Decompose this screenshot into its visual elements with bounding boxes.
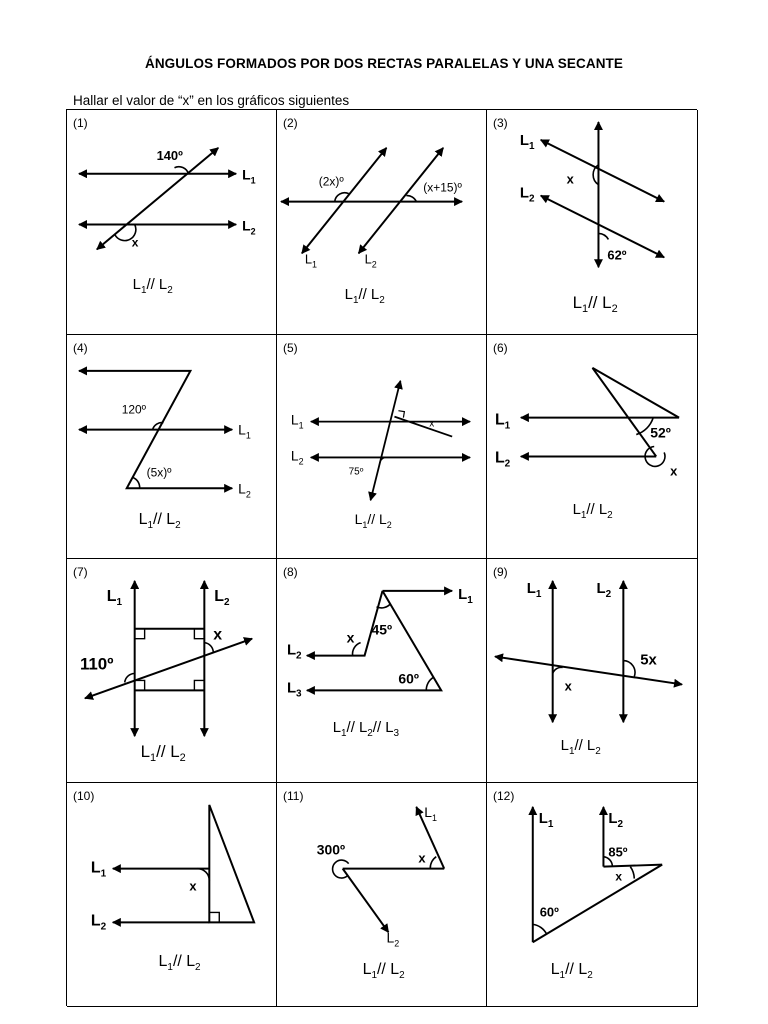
figure-3 — [487, 110, 697, 334]
angle-label: x — [418, 850, 426, 866]
problem-2 — [277, 110, 487, 335]
figure-8 — [277, 559, 486, 782]
parallel-condition: $L_1//$ $L_2$ — [362, 961, 405, 982]
problem-number: (2) — [283, 116, 298, 130]
line-label-l1: $L_1$ — [242, 166, 256, 186]
parallel-condition: $L_1//$ $L_2$ — [140, 742, 186, 765]
line-label-l1: $L_1$ — [458, 585, 473, 606]
problem-number: (1) — [73, 116, 88, 130]
line-label-l1: $L_1$ — [304, 251, 318, 270]
parallel-condition: $L_1//$ $L_2$ — [550, 961, 593, 982]
line-label-l1: $L_1$ — [106, 587, 123, 608]
parallel-condition: $L_1//$ $L_2$ — [560, 737, 601, 758]
problem-6 — [487, 335, 698, 559]
angle-label: 60º — [539, 904, 559, 920]
problem-1 — [67, 110, 277, 335]
line-label-l2: $L_2$ — [596, 579, 612, 600]
parallel-condition: $L_1//$ $L_2$ — [132, 276, 173, 297]
parallel-condition: $L_1//$ $L_2$ — [354, 511, 392, 531]
problem-number: (6) — [493, 341, 508, 355]
angle-label: 52º — [650, 424, 671, 441]
figure-5 — [277, 335, 486, 558]
line-label-l2: $L_2$ — [242, 217, 256, 237]
figure-10 — [67, 783, 276, 1006]
angle-label: 5x — [640, 651, 657, 669]
page-title: ÁNGULOS FORMADOS POR DOS RECTAS PARALELAS Y UNA SECANTE — [144, 56, 624, 71]
problem-number: (5) — [283, 341, 298, 355]
problem-12 — [487, 783, 698, 1007]
figure-7 — [67, 559, 276, 782]
parallel-condition: $L_1//$ $L_2$ — [572, 293, 618, 316]
line-label-l1: $L_1$ — [238, 421, 251, 441]
line-label-l2: $L_2$ — [90, 912, 107, 933]
figure-4 — [67, 335, 276, 558]
figure-1 — [67, 110, 276, 334]
parallel-condition: $L_1//$ $L_2$ — [344, 286, 385, 307]
angle-label: x — [346, 629, 355, 646]
problem-number: (11) — [283, 789, 304, 803]
line-label-l1: $L_1$ — [519, 131, 535, 152]
angle-label: 85º — [608, 844, 628, 860]
parallel-condition: $L_1//$ $L_2$ — [572, 501, 613, 522]
line-label-l2: $L_2$ — [608, 809, 624, 830]
angle-label: x — [429, 418, 435, 430]
angle-label: (2x)º — [318, 174, 344, 189]
parallel-condition: $L_1//$ $L_2//$ $L_3$ — [332, 719, 400, 740]
problem-number: (7) — [73, 565, 88, 579]
line-label-l2: $L_2$ — [364, 251, 377, 270]
angle-label: 120º — [121, 402, 147, 417]
problem-number: (4) — [73, 341, 88, 355]
line-label-l1: $L_1$ — [290, 411, 304, 431]
angle-label: x — [566, 171, 574, 187]
problem-number: (12) — [493, 789, 515, 803]
line-label-l3: $L_3$ — [286, 679, 302, 700]
problem-number: (8) — [283, 565, 298, 579]
angle-label: 45º — [371, 621, 393, 638]
problem-11 — [277, 783, 487, 1007]
angle-label: 62º — [607, 247, 627, 263]
instruction-text: Hallar el valor de “x” en los gráficos siguientes — [73, 93, 350, 108]
problem-number: (3) — [493, 116, 508, 130]
line-label-l2: $L_2$ — [494, 449, 511, 470]
line-label-l1: $L_1$ — [538, 809, 554, 830]
angle-label: 300º — [316, 841, 346, 858]
angle-label: 75º — [348, 466, 364, 478]
problem-number: (9) — [493, 565, 508, 579]
exercise-grid — [66, 109, 697, 1006]
problem-3 — [487, 110, 698, 335]
figure-6 — [487, 335, 697, 558]
angle-label: x — [615, 869, 623, 884]
line-label-l2: $L_2$ — [519, 184, 535, 205]
figure-12 — [487, 783, 697, 1006]
problem-5 — [277, 335, 487, 559]
line-label-l2: $L_2$ — [238, 480, 251, 500]
line-label-l1: $L_1$ — [424, 803, 438, 823]
parallel-condition: $L_1//$ $L_2$ — [138, 511, 181, 532]
angle-label: x — [564, 678, 572, 694]
angle-label: x — [131, 235, 139, 250]
problem-7 — [67, 559, 277, 783]
line-label-l1: $L_1$ — [494, 411, 511, 432]
problem-8 — [277, 559, 487, 783]
angle-label: (5x)º — [146, 465, 172, 480]
problem-number: (10) — [73, 789, 95, 803]
problem-4 — [67, 335, 277, 559]
angle-label: (x+15)º — [423, 180, 462, 195]
line-label-l2: $L_2$ — [214, 587, 230, 608]
line-label-l1: $L_1$ — [90, 859, 107, 880]
angle-label: 60º — [398, 670, 419, 687]
line-label-l2: $L_2$ — [386, 929, 400, 949]
line-label-l1: $L_1$ — [526, 579, 542, 600]
angle-label: 110º — [79, 654, 114, 674]
line-label-l2: $L_2$ — [290, 447, 304, 467]
parallel-condition: $L_1//$ $L_2$ — [158, 953, 201, 974]
problem-10 — [67, 783, 277, 1007]
angle-label: x — [213, 626, 223, 644]
figure-11 — [277, 783, 486, 1006]
line-label-l2: $L_2$ — [286, 641, 302, 662]
figure-9 — [487, 559, 697, 782]
problem-9 — [487, 559, 698, 783]
angle-label: x — [670, 463, 678, 479]
figure-2 — [277, 110, 486, 334]
angle-label: x — [189, 878, 197, 894]
angle-label: 140º — [156, 147, 183, 163]
